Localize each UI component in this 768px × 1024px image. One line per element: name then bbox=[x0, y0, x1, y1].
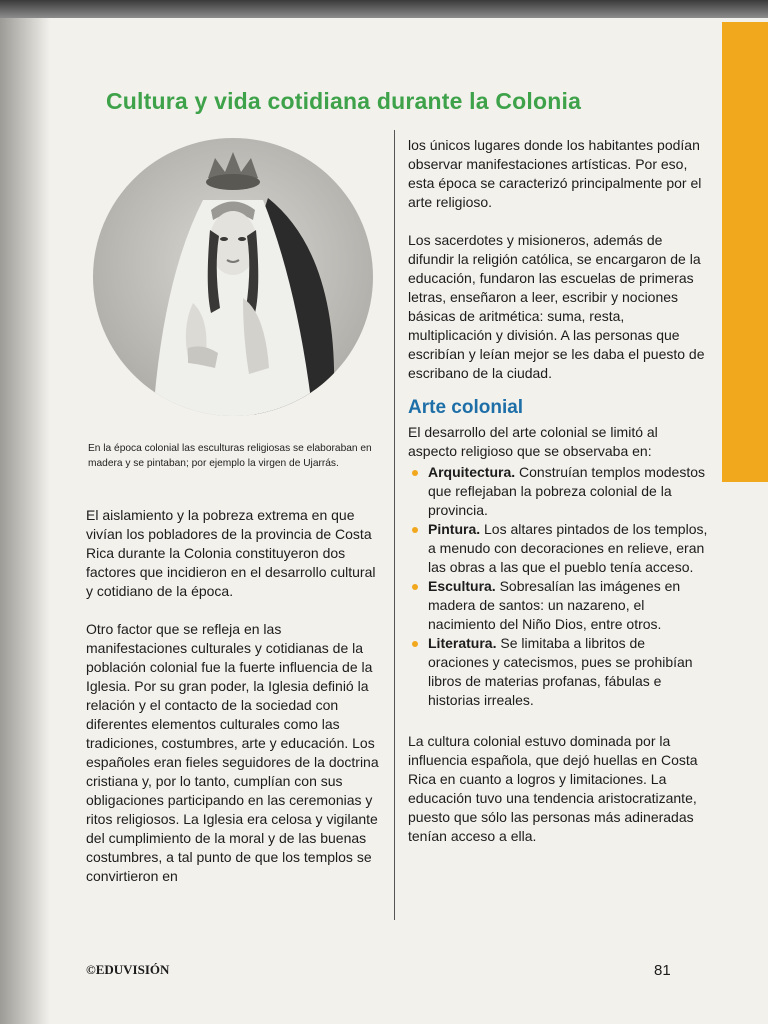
scan-top-edge bbox=[0, 0, 768, 18]
bullet-icon bbox=[412, 641, 418, 647]
paragraph: Otro factor que se refleja en las manifestaciones culturales y cotidianas de la población colonial fue la fuerte influencia de la Iglesia. Por su gran poder, la Iglesia definió la relación y el contacto de la sociedad con diferentes elementos culturales como las tradiciones, costumbres, arte y educación. Los españoles eran fieles seguidores de la doctrina cristiana y, por lo tanto, cumplían con sus obligaciones participando en las ceremonias y ritos religiosos. La Iglesia era celosa y vigilante del cumplimiento de la moral y de las buenas costumbres, a tal punto de que los templos se convirtieron en bbox=[86, 621, 379, 884]
orange-margin-tab bbox=[722, 22, 768, 482]
closing-paragraph: La cultura colonial estuvo dominada por la influencia española, que dejó huellas en Costa Rica en cuanto a logros y limitaciones. La educación tuvo una tendencia aristocratizante, puesto que sólo las personas más adineradas tenían acceso a ella. bbox=[408, 733, 698, 844]
column-divider bbox=[394, 130, 395, 920]
paragraph: El aislamiento y la pobreza extrema en que vivían los pobladores de la provincia de Costa Rica durante la Colonia constituyeron dos factores que incidieron en el desarrollo cultural y cotidiano de la época. bbox=[86, 507, 376, 599]
list-item bbox=[408, 634, 708, 710]
list-item bbox=[408, 463, 708, 520]
page-title: Cultura y vida cotidiana durante la Colonia bbox=[106, 88, 582, 114]
bullet-text: Se limitaba a libritos de oraciones y catecismos, pues se prohibían libros de materias profanas, fábulas e historias irreales. bbox=[428, 635, 693, 708]
bullet-icon bbox=[412, 584, 418, 590]
bullet-text: Sobresalían las imágenes en madera de santos: un nazareno, el nacimiento del Niño Dios, entre otros. bbox=[428, 578, 681, 632]
section-intro: El desarrollo del arte colonial se limitó al aspecto religioso que se observaba en: bbox=[408, 424, 658, 459]
bullet-icon bbox=[412, 470, 418, 476]
art-list bbox=[408, 463, 708, 710]
section-heading: Arte colonial bbox=[408, 397, 524, 418]
statue-photo-drawing bbox=[93, 138, 373, 416]
bullet-term: Pintura. bbox=[428, 521, 481, 537]
bullet-term: Escultura. bbox=[428, 578, 496, 594]
bullet-text: Construían templos modestos que reflejaban la pobreza colonial de la provincia. bbox=[428, 464, 705, 518]
list-item bbox=[408, 520, 708, 577]
photo-caption: En la época colonial las esculturas religiosas se elaboraban en madera y se pintaban; por ejemplo la virgen de Ujarrás. bbox=[88, 443, 372, 470]
publisher-mark: ©EDUVISIÓN bbox=[86, 962, 170, 977]
page-number: 81 bbox=[654, 962, 671, 979]
bullet-term: Arquitectura. bbox=[428, 464, 516, 480]
right-column bbox=[408, 136, 708, 846]
paragraph: los únicos lugares donde los habitantes podían observar manifestaciones artísticas. Por eso, esta época se caracterizó principalmente por el arte religioso. bbox=[408, 137, 702, 210]
left-column bbox=[86, 506, 386, 886]
bullet-text: Los altares pintados de los templos, a menudo con decoraciones en relieve, eran las obras a las que el pueblo tenía acceso. bbox=[428, 521, 708, 575]
list-item bbox=[408, 577, 708, 634]
paragraph: Los sacerdotes y misioneros, además de difundir la religión católica, se encargaron de la educación, fundaron las escuelas de primeras letras, enseñaron a leer, escribir y nociones básicas de aritmética: suma, resta, multiplicación y división. A las personas que escribían y leían mejor se les daba el puesto de escribano de la ciudad. bbox=[408, 232, 705, 381]
virgin-statue-photo bbox=[93, 138, 373, 416]
page-gutter-shadow bbox=[0, 18, 50, 1024]
bullet-icon bbox=[412, 527, 418, 533]
bullet-term: Literatura. bbox=[428, 635, 497, 651]
